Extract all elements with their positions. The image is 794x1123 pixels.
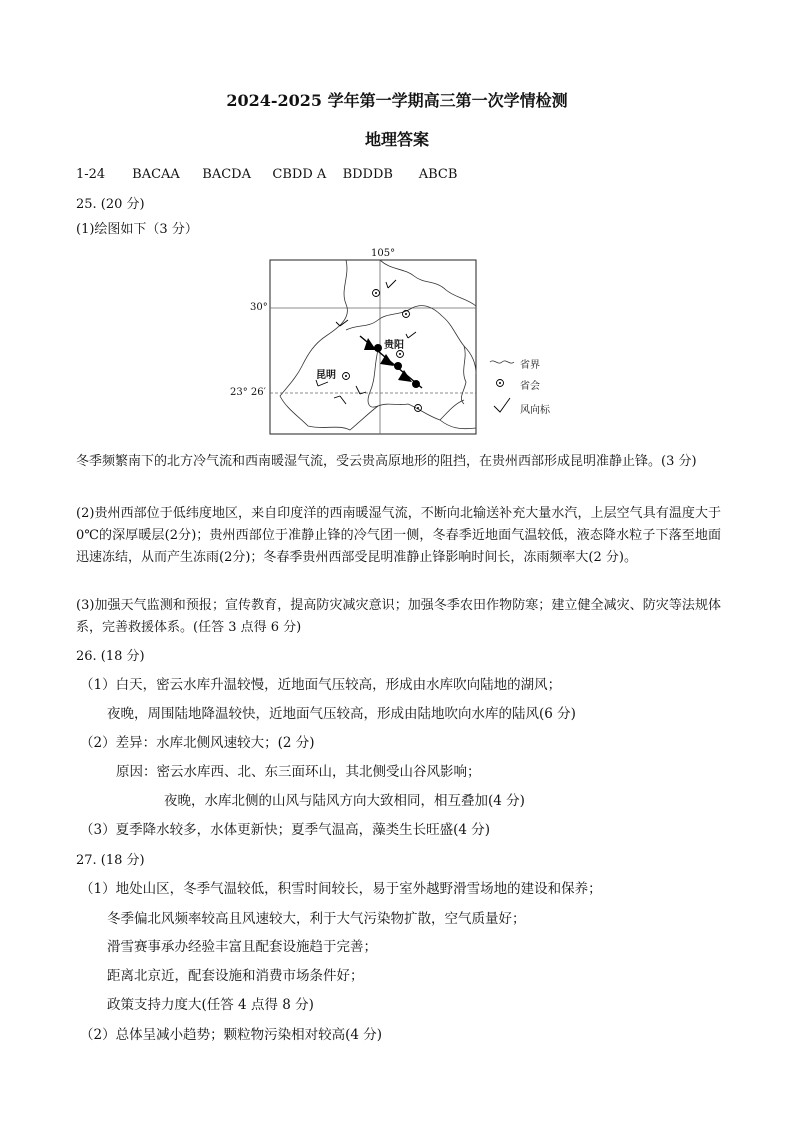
q26-answer-2c: 夜晚，水库北侧的山风与陆风方向大致相同，相互叠加(4 分) [164, 793, 525, 809]
q25-heading: 25. (20 分) [76, 197, 145, 212]
choice-group-5: ABCB [418, 167, 458, 182]
front-map [228, 246, 568, 438]
legend-wind-barb: 风向标 [520, 405, 550, 416]
choice-group-4: BDDDB [342, 167, 393, 182]
q25-part3-text: (3)加强天气监测和预报；宣传教育，提高防灾减灾意识；加强冬季农田作物防寒；建立健全减灾、防灾等法规体系，完善救援体系。(任答 3 点得 6 分) [76, 598, 721, 635]
q26-answer-2b: 原因：密云水库西、北、东三面环山，其北侧受山谷风影响； [116, 764, 481, 780]
q27-answer-2: （2）总体呈减小趋势；颗粒物污染相对较高(4 分) [80, 1027, 383, 1043]
q26-answer-3: （3）夏季降水较多，水体更新快；夏季气温高，藻类生长旺盛(4 分) [80, 822, 491, 838]
map-city-kunming: 昆明 [316, 370, 336, 381]
choice-group-3: CBDD A [272, 167, 327, 182]
choice-group-2: BACDA [202, 167, 251, 182]
q25-part2-text: (2)贵州西部位于低纬度地区，来自印度洋的西南暖湿气流，不断向北输送补充大量水汽，上层空气具有温度大于 0℃的深厚暖层(2分)；贵州西部位于准静止锋的冷气团一侧，冬春季近地面气温较低，液态降水粒子下落至地面迅速冻结，从而产生冻雨(2分)；冬春季贵州西部受昆明准静止锋影响时间长，冻雨频率大(2 分)。 [76, 506, 721, 565]
legend-province-boundary: 省界 [520, 360, 540, 371]
q27-answer-1b: 冬季偏北风频率较高且风速较大，利于大气污染物扩散，空气质量好； [107, 911, 526, 927]
q27-answer-1e: 政策支持力度大(任答 4 点得 8 分) [107, 997, 314, 1013]
legend-capital: 省会 [520, 381, 540, 392]
q26-answer-2: （2）差异：水库北侧风速较大；(2 分) [80, 735, 315, 751]
document-subtitle: 地理答案 [364, 130, 429, 149]
q26-heading: 26. (18 分) [76, 649, 145, 664]
map-lat-23-label: 23° 26′ [230, 387, 266, 398]
q27-heading: 27. (18 分) [76, 853, 145, 868]
q25-part1-label: (1)绘图如下（3 分） [76, 222, 198, 237]
q26-answer-1: （1）白天，密云水库升温较慢，近地面气压较高，形成由水库吹向陆地的湖风； [80, 677, 562, 693]
choice-group-1: BACAA [132, 167, 180, 182]
map-city-guiyang: 贵阳 [384, 340, 404, 351]
map-lat-30-label: 30° [250, 302, 268, 313]
q27-answer-1d: 距离北京近，配套设施和消费市场条件好； [107, 968, 364, 984]
q27-answer-1c: 滑雪赛事承办经验丰富且配套设施趋于完善； [107, 939, 377, 955]
map-longitude-label: 105° [371, 248, 396, 259]
choice-range: 1-24 [76, 167, 106, 182]
q27-answer-1: （1）地处山区，冬季气温较低，积雪时间较长，易于室外越野滑雪场地的建设和保养； [80, 881, 602, 897]
q26-answer-1b: 夜晚，周围陆地降温较快，近地面气压较高，形成由陆地吹向水库的陆风(6 分) [107, 706, 576, 722]
document-title: 2024-2025 学年第一学期高三第一次学情检测 [226, 91, 568, 110]
q25-part1-text: 冬季频繁南下的北方冷气流和西南暖湿气流，受云贵高原地形的阻挡，在贵州西部形成昆明准静止锋。(3 分) [76, 454, 697, 469]
choice-answers [76, 166, 457, 183]
